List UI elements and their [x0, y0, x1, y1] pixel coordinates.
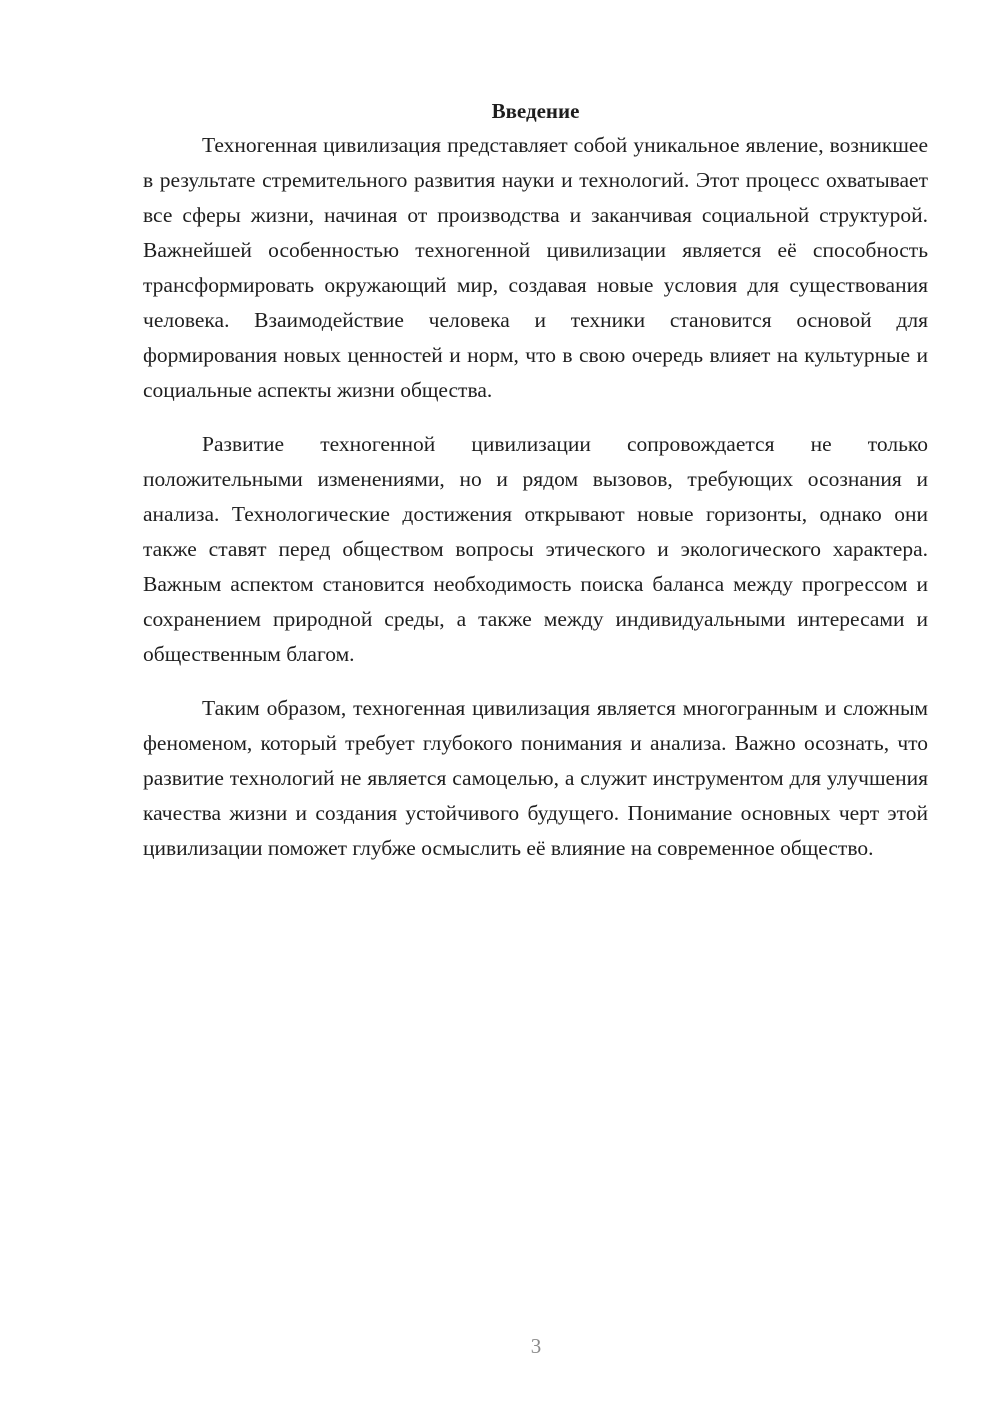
paragraph-3: Таким образом, техногенная цивилизация является многогранным и сложным феноменом, который требует глубокого понимания и анализа. Важно осознать, что развитие технологий не является самоцелью, а служит инструментом для улучшения качества жизни и создания устойчивого будущего. Понимание основных черт этой цивилизации поможет глубже осмыслить её влияние на современное общество.: [143, 696, 928, 860]
section-title: Введение: [491, 99, 580, 123]
page-number: 3: [530, 1334, 542, 1358]
page-content: [143, 95, 928, 885]
paragraph-2: Развитие техногенной цивилизации сопровождается не только положительными изменениями, но и рядом вызовов, требующих осознания и анализа. Технологические достижения открывают новые горизонты, однако они также ставят перед обществом вопросы этического и экологического характера. Важным аспектом становится необходимость поиска баланса между прогрессом и сохранением природной среды, а также между индивидуальными интересами и общественным благом.: [143, 432, 928, 666]
paragraph-1: Техногенная цивилизация представляет собой уникальное явление, возникшее в результате стремительного развития науки и технологий. Этот процесс охватывает все сферы жизни, начиная от производства и заканчивая социальной структурой. Важнейшей особенностью техногенной цивилизации является её способность трансформировать окружающий мир, создавая новые условия для существования человека. Взаимодействие человека и техники становится основой для формирования новых ценностей и норм, что в свою очередь влияет на культурные и социальные аспекты жизни общества.: [143, 133, 928, 402]
